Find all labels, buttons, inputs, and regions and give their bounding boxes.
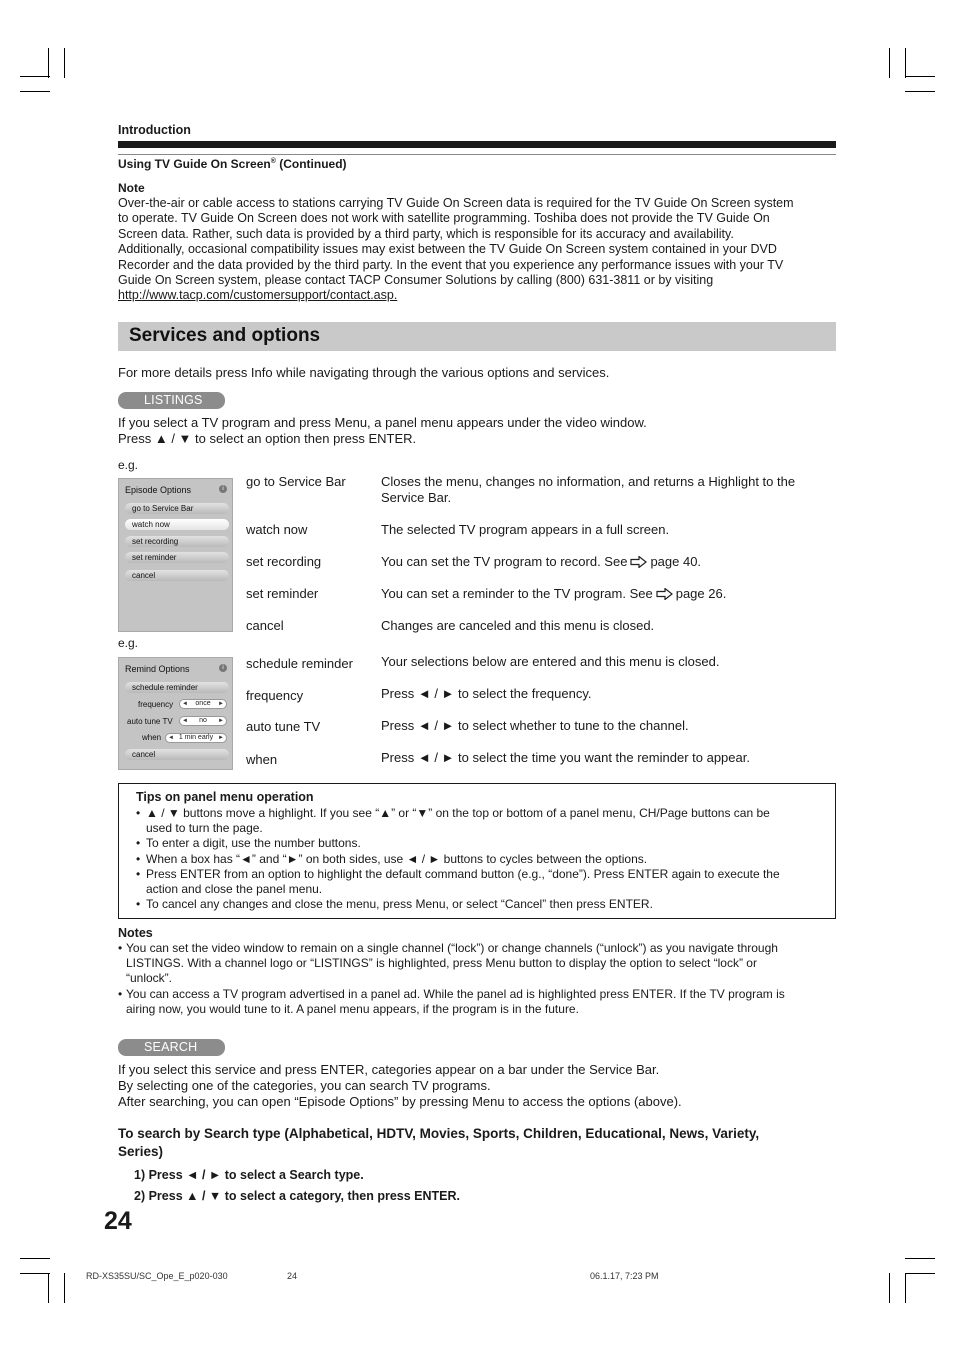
- left-arrow-icon: ◄: [182, 718, 188, 724]
- note-line: Over-the-air or cable access to stations carrying TV Guide On Screen data is required for the TV Guide On Screen system: [118, 196, 794, 210]
- search-heading-line: Series): [118, 1144, 164, 1159]
- crop-mark: [20, 1273, 50, 1274]
- note-title: Note: [118, 181, 145, 195]
- note-line: Recorder and the data provided by the third party. In the event that you experience any performance issues with your TV: [118, 257, 784, 272]
- search-step-1: 1) Press ◄ / ► to select a Search type.: [134, 1168, 364, 1182]
- crop-mark: [889, 48, 890, 78]
- crop-mark: [905, 76, 935, 77]
- auto-tune-value: no: [199, 717, 207, 724]
- tip-item: [136, 867, 831, 897]
- option-term: go to Service Bar: [246, 474, 346, 489]
- crop-mark: [905, 48, 906, 78]
- header-thin-rule: [118, 154, 836, 155]
- episode-options-panel: [118, 478, 233, 632]
- option-def-text: You can set a reminder to the TV program. See: [381, 586, 653, 601]
- tip-item: [136, 852, 831, 867]
- listings-line1: If you select a TV program and press Menu, a panel menu appears under the video window.: [118, 415, 647, 430]
- when-label: when: [142, 733, 162, 742]
- panel-item-set-reminder[interactable]: set reminder: [125, 552, 229, 563]
- frequency-value: once: [195, 700, 211, 707]
- option-term: watch now: [246, 522, 308, 537]
- note-line: Additionally, occasional compatibility issues may exist between the TV Guide On Screen system contained in your DVD: [118, 242, 777, 257]
- option-def: Press ◄ / ► to select whether to tune to the channel.: [381, 718, 689, 733]
- tips-list: [136, 806, 831, 912]
- search-line2: By selecting one of the categories, you can search TV programs.: [118, 1078, 491, 1093]
- tip-line: To cancel any changes and close the menu, press Menu, or select “Cancel” then press ENTER.: [146, 897, 653, 912]
- page-reference-arrow-icon: [656, 588, 673, 600]
- bullet: •: [136, 806, 141, 820]
- listings-line2: Press ▲ / ▼ to select an option then press ENTER.: [118, 431, 417, 446]
- crop-mark: [48, 48, 49, 78]
- footer-date: 06.1.17, 7:23 PM: [590, 1271, 659, 1281]
- search-heading: [118, 1125, 836, 1161]
- eg-label: e.g.: [118, 636, 139, 650]
- frequency-selector[interactable]: [179, 699, 227, 709]
- tip-line: used to turn the page.: [146, 821, 263, 836]
- note-line: to operate. TV Guide On Screen does not work with satellite programming. Toshiba does not provide the TV Guide On: [118, 211, 770, 226]
- tip-item: [136, 836, 831, 851]
- crop-mark: [905, 1273, 935, 1274]
- note-item-line: You can set the video window to remain on a single channel (“lock”) or change channels (“unlock”) as you navigate through: [126, 941, 778, 955]
- option-def-text: You can set the TV program to record. See: [381, 554, 628, 569]
- option-def: Changes are canceled and this menu is closed.: [381, 618, 655, 633]
- panel-item-go-to-service-bar[interactable]: go to Service Bar: [125, 503, 229, 514]
- crop-mark: [20, 1258, 50, 1259]
- bullet: •: [136, 836, 141, 851]
- search-pill: [118, 1039, 225, 1056]
- when-selector[interactable]: [165, 733, 227, 743]
- note-item-line: “unlock”.: [126, 971, 173, 986]
- auto-tune-selector[interactable]: [179, 716, 227, 726]
- note-item: [118, 941, 836, 987]
- option-def: Press ◄ / ► to select the frequency.: [381, 686, 592, 701]
- search-pill-label: SEARCH: [144, 1040, 198, 1054]
- page-number: 24: [104, 1207, 132, 1235]
- services-title: Services and options: [129, 325, 321, 346]
- option-term: set reminder: [246, 586, 319, 601]
- crop-mark: [48, 1273, 49, 1303]
- note-item-line: airing now, you would tune to it. A panel menu appears, if the program is in the future.: [126, 1001, 579, 1016]
- option-def: Press ◄ / ► to select the time you want the reminder to appear.: [381, 750, 750, 765]
- page-reference[interactable]: page 40.: [650, 554, 702, 569]
- right-arrow-icon: ►: [218, 735, 224, 741]
- bullet: •: [136, 851, 141, 866]
- info-icon: i: [219, 485, 227, 493]
- option-def: [381, 586, 726, 602]
- right-arrow-icon: ►: [218, 718, 224, 724]
- subsection-main: Using TV Guide On Screen: [118, 157, 271, 171]
- note-item: [118, 987, 836, 1017]
- header-rule: [118, 141, 836, 148]
- option-term: when: [246, 752, 278, 767]
- crop-mark: [905, 1258, 935, 1259]
- option-def: [381, 554, 701, 570]
- auto-tune-label: auto tune TV: [127, 717, 173, 726]
- tip-item: [136, 806, 831, 836]
- page-reference[interactable]: page 26.: [675, 586, 727, 601]
- remind-options-panel: [118, 657, 233, 770]
- episode-panel-title: Episode Options: [125, 485, 192, 495]
- crop-mark: [905, 91, 935, 92]
- tip-item: [136, 897, 831, 912]
- listings-pill-label: LISTINGS: [144, 393, 203, 407]
- frequency-label: frequency: [138, 700, 174, 709]
- panel-item-schedule-reminder[interactable]: schedule reminder: [125, 682, 229, 693]
- crop-mark: [20, 91, 50, 92]
- subsection-heading: [118, 157, 347, 171]
- option-term: set recording: [246, 554, 322, 569]
- notes-title: Notes: [118, 926, 153, 940]
- panel-item-cancel[interactable]: cancel: [125, 570, 229, 581]
- left-arrow-icon: ◄: [168, 735, 174, 741]
- info-icon: i: [219, 664, 227, 672]
- remind-panel-title: Remind Options: [125, 664, 190, 674]
- crop-mark: [64, 1273, 65, 1303]
- section-label: Introduction: [118, 123, 191, 137]
- option-def: [381, 474, 831, 506]
- tip-line: Press ENTER from an option to highlight the default command button (e.g., “done”). Press ENTER again to execute the: [146, 866, 780, 881]
- panel-item-cancel[interactable]: cancel: [125, 749, 229, 760]
- tip-line: When a box has “◄” and “►” on both sides, use ◄ / ► buttons to cycles between the options.: [146, 851, 648, 866]
- search-heading-line: To search by Search type (Alphabetical, HDTV, Movies, Sports, Children, Educational, News, Variety,: [118, 1126, 760, 1141]
- tips-title: Tips on panel menu operation: [136, 790, 314, 804]
- listings-pill: [118, 392, 225, 409]
- bullet: •: [136, 866, 141, 881]
- subsection-continued: (Continued): [275, 157, 347, 171]
- footer-page: 24: [287, 1271, 298, 1281]
- crop-mark: [64, 48, 65, 78]
- eg-label: e.g.: [118, 458, 139, 472]
- page-reference-arrow-icon: [630, 556, 647, 568]
- tip-line: ▲ / ▼ buttons move a highlight. If you see “▲” or “▼” on the top or bottom of a panel menu, CH/Page buttons can be: [146, 806, 770, 820]
- note-line: Guide On Screen system, please contact TACP Consumer Solutions by calling (800) 631-3811 or by visiting: [118, 273, 714, 288]
- option-def-line: Closes the menu, changes no information, and returns a Highlight to the: [381, 474, 796, 489]
- bullet: •: [118, 941, 123, 955]
- crop-mark: [905, 1273, 906, 1303]
- crop-mark: [20, 76, 50, 77]
- note-line: Screen data. Rather, such data is provided by a third party, which is responsible for its accuracy and availability.: [118, 226, 734, 241]
- note-item-line: You can access a TV program advertised in a panel ad. While the panel ad is highlighted press ENTER. If the TV program is: [126, 986, 785, 1001]
- tip-line: action and close the panel menu.: [146, 882, 323, 897]
- when-value: 1 min early: [178, 734, 214, 741]
- bullet: •: [136, 897, 141, 912]
- option-def-line: Service Bar.: [381, 490, 452, 505]
- support-link[interactable]: http://www.tacp.com/customersupport/contact.asp.: [118, 288, 398, 303]
- footer-file: RD-XS35SU/SC_Ope_E_p020-030: [86, 1271, 228, 1281]
- tips-box: [118, 783, 836, 919]
- registered-mark: ®: [270, 158, 276, 165]
- right-arrow-icon: ►: [218, 701, 224, 707]
- option-term: schedule reminder: [246, 656, 353, 671]
- note-item-line: LISTINGS. With a channel logo or “LISTINGS” is highlighted, press Menu button to display the option to select “lock” or: [126, 956, 757, 971]
- option-term: auto tune TV: [246, 719, 321, 734]
- panel-item-watch-now[interactable]: watch now: [125, 519, 229, 530]
- panel-item-set-recording[interactable]: set recording: [125, 536, 229, 547]
- search-line1: If you select this service and press ENTER, categories appear on a bar under the Service Bar.: [118, 1062, 660, 1077]
- services-banner: [118, 322, 836, 351]
- left-arrow-icon: ◄: [182, 701, 188, 707]
- option-term: frequency: [246, 688, 304, 703]
- bullet: •: [118, 986, 123, 1001]
- search-line3: After searching, you can open “Episode Options” by pressing Menu to access the options (above).: [118, 1094, 682, 1109]
- tip-line: To enter a digit, use the number buttons.: [146, 836, 361, 851]
- notes-list: [118, 941, 836, 1017]
- search-step-2: 2) Press ▲ / ▼ to select a category, then press ENTER.: [134, 1189, 461, 1203]
- crop-mark: [889, 1273, 890, 1303]
- services-intro: For more details press Info while navigating through the various options and services.: [118, 365, 610, 380]
- option-def: Your selections below are entered and this menu is closed.: [381, 654, 720, 669]
- option-def: The selected TV program appears in a full screen.: [381, 522, 670, 537]
- option-term: cancel: [246, 618, 284, 633]
- note-body: [118, 196, 836, 304]
